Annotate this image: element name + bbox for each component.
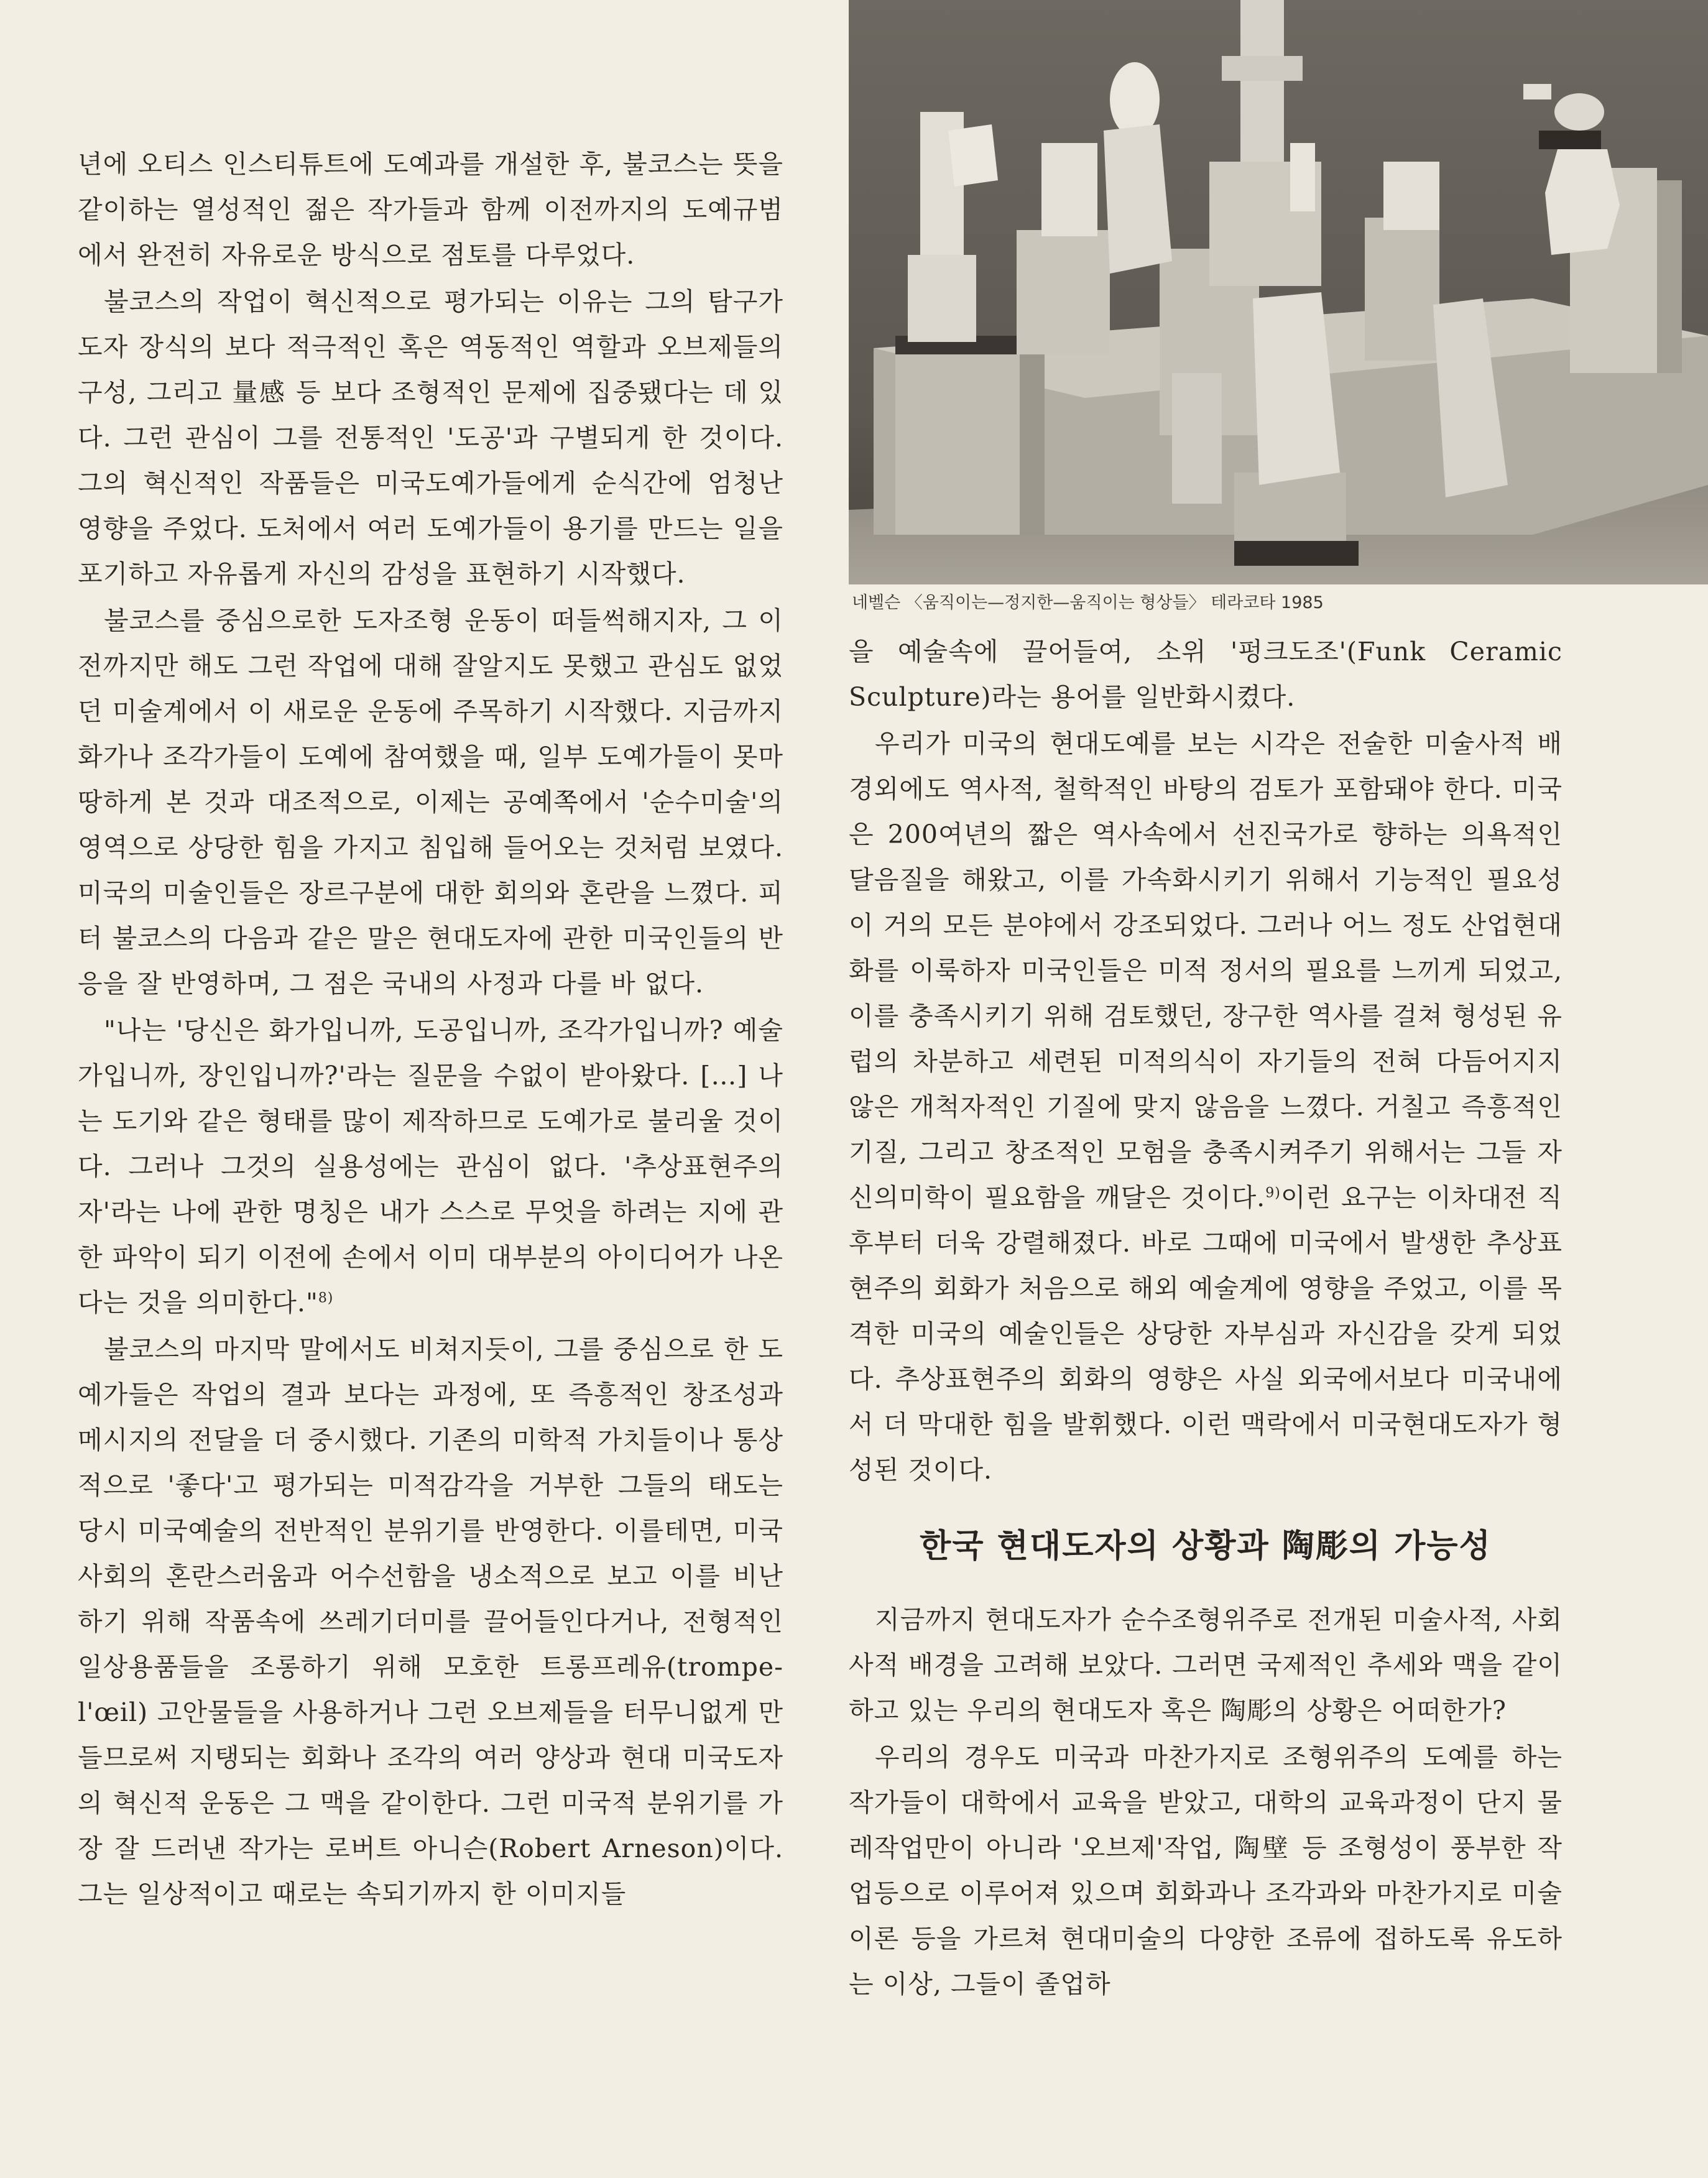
paragraph: 불코스를 중심으로한 도자조형 운동이 떠들썩해지자, 그 이전까지만 해도 그런 작업에 대해 잘알지도 못했고 관심도 없었던 미술계에서 이 새로운 운동에 주목하기 시작했다. 지금까지 화가나 조각가들이 도예에 참여했을 때, 일부 도예가들이 못마땅하게 본 것과 대조적으로, 이제는 공예쪽에서 '순수미술'의 영역으로 상당한 힘을 가지고 침입해 들어오는 것처럼 보였다. 미국의 미술인들은 장르구분에 대한 회의와 혼란을 느꼈다. 피터 불코스의 다음과 같은 말은 현대도자에 관한 미국인들의 반응을 잘 반영하며, 그 점은 국내의 사정과 다를 바 없다.	[78, 606, 783, 999]
right-column	[849, 629, 1563, 2008]
paragraph: 년에 오티스 인스티튜트에 도예과를 개설한 후, 불코스는 뜻을 같이하는 열성적인 젊은 작가들과 함께 이전까지의 도예규범에서 완전히 자유로운 방식으로 점토를 다루었다.	[78, 149, 783, 270]
paragraph	[849, 721, 1563, 1493]
photo-caption: 네벨슨 〈움직이는—정지한—움직이는 형상들〉 테라코타 1985	[852, 593, 1324, 612]
paragraph: 불코스의 작업이 혁신적으로 평가되는 이유는 그의 탐구가 도자 장식의 보다 적극적인 혹은 역동적인 역할과 오브제들의 구성, 그리고 量感 등 보다 조형적인 문제에 집중됐다는 데 있다. 그런 관심이 그를 전통적인 '도공'과 구별되게 한 것이다. 그의 혁신적인 작품들은 미국도예가들에게 순식간에 엄청난 영향을 주었다. 도처에서 여러 도예가들이 용기를 만드는 일을 포기하고 자유롭게 자신의 감성을 표현하기 시작했다.	[78, 287, 783, 589]
paragraph-text: 이런 요구는 이차대전 직후부터 더욱 강렬해졌다. 바로 그때에 미국에서 발생한 추상표현주의 회화가 처음으로 해외 예술계에 영향을 주었고, 이를 목격한 미국의 예술인들은 상당한 자부심과 자신감을 갖게 되었다. 추상표현주의 회화의 영향은 사실 외국에서보다 미국내에서 더 막대한 힘을 발휘했다. 이런 맥락에서 미국현대도자가 형성된 것이다.	[849, 1183, 1563, 1485]
left-column	[78, 142, 783, 1918]
sculpture-photo-image	[849, 0, 1708, 584]
footnote-marker: 8)	[318, 1290, 334, 1306]
sculpture-photo	[849, 0, 1708, 584]
quote-paragraph	[78, 1008, 783, 1326]
paragraph: 불코스의 마지막 말에서도 비쳐지듯이, 그를 중심으로 한 도예가들은 작업의 결과 보다는 과정에, 또 즉흥적인 창조성과 메시지의 전달을 더 중시했다. 기존의 미학적 가치들이나 통상적으로 '좋다'고 평가되는 미적감각을 거부한 그들의 태도는 당시 미국예술의 전반적인 분위기를 반영한다. 이를테면, 미국사회의 혼란스러움과 어수선함을 냉소적으로 보고 이를 비난하기 위해 작품속에 쓰레기더미를 끌어들인다거나, 전형적인 일상용품들을 조롱하기 위해 모호한 트롱프레유(trompe-l'œil) 고안물들을 사용하거나 그런 오브제들을 터무니없게 만들므로써 지탱되는 회화나 조각의 여러 양상과 현대 미국도자의 혁신적 운동은 그 맥을 같이한다. 그런 미국적 분위기를 가장 잘 드러낸 작가는 로버트 아니슨(Robert Arneson)이다. 그는 일상적이고 때로는 속되기까지 한 이미지들	[78, 1334, 783, 1909]
paragraph-text: 우리가 미국의 현대도예를 보는 시각은 전술한 미술사적 배경외에도 역사적, 철학적인 바탕의 검토가 포함돼야 한다. 미국은 200여년의 짧은 역사속에서 선진국가로 향하는 의욕적인 달음질을 해왔고, 이를 가속화시키기 위해서 기능적인 필요성이 거의 모든 분야에서 강조되었다. 그러나 어느 정도 산업현대화를 이룩하자 미국인들은 미적 정서의 필요를 느끼게 되었고, 이를 충족시키기 위해 검토했던, 장구한 역사를 걸쳐 형성된 유럽의 차분하고 세련된 미적의식이 자기들의 전혀 다듬어지지 않은 개척자적인 기질에 맞지 않음을 느꼈다. 거칠고 즉흥적인 기질, 그리고 창조적인 모험을 충족시켜주기 위해서는 그들 자신의미학이 필요함을 깨달은 것이다.	[849, 729, 1563, 1212]
paragraph: 지금까지 현대도자가 순수조형위주로 전개된 미술사적, 사회사적 배경을 고려해 보았다. 그러면 국제적인 추세와 맥을 같이 하고 있는 우리의 현대도자 혹은 陶彫의 상황은 어떠한가?	[849, 1605, 1563, 1725]
section-heading: 한국 현대도자의 상황과 陶彫의 가능성	[920, 1528, 1492, 1565]
paragraph: 을 예술속에 끌어들여, 소위 '펑크도조'(Funk Ceramic Sculpture)라는 용어를 일반화시켰다.	[849, 637, 1563, 712]
paragraph: 우리의 경우도 미국과 마찬가지로 조형위주의 도예를 하는 작가들이 대학에서 교육을 받았고, 대학의 교육과정이 단지 물레작업만이 아니라 '오브제'작업, 陶壁 등 조형성이 풍부한 작업등으로 이루어져 있으며 회화과나 조각과와 마찬가지로 미술이론 등을 가르쳐 현대미술의 다양한 조류에 접하도록 유도하는 이상, 그들이 졸업하	[849, 1742, 1563, 1999]
quote-text: "나는 '당신은 화가입니까, 도공입니까, 조각가입니까? 예술가입니까, 장인입니까?'라는 질문을 수없이 받아왔다. […] 나는 도기와 같은 형태를 많이 제작하므로 도예가로 불리울 것이다. 그러나 그것의 실용성에는 관심이 없다. '추상표현주의자'라는 나에 관한 명칭은 내가 스스로 무엇을 하려는 지에 관한 파악이 되기 이전에 손에서 이미 대부분의 아이디어가 나온다는 것을 의미한다."	[78, 1015, 783, 1317]
footnote-marker: 9)	[1265, 1185, 1281, 1201]
